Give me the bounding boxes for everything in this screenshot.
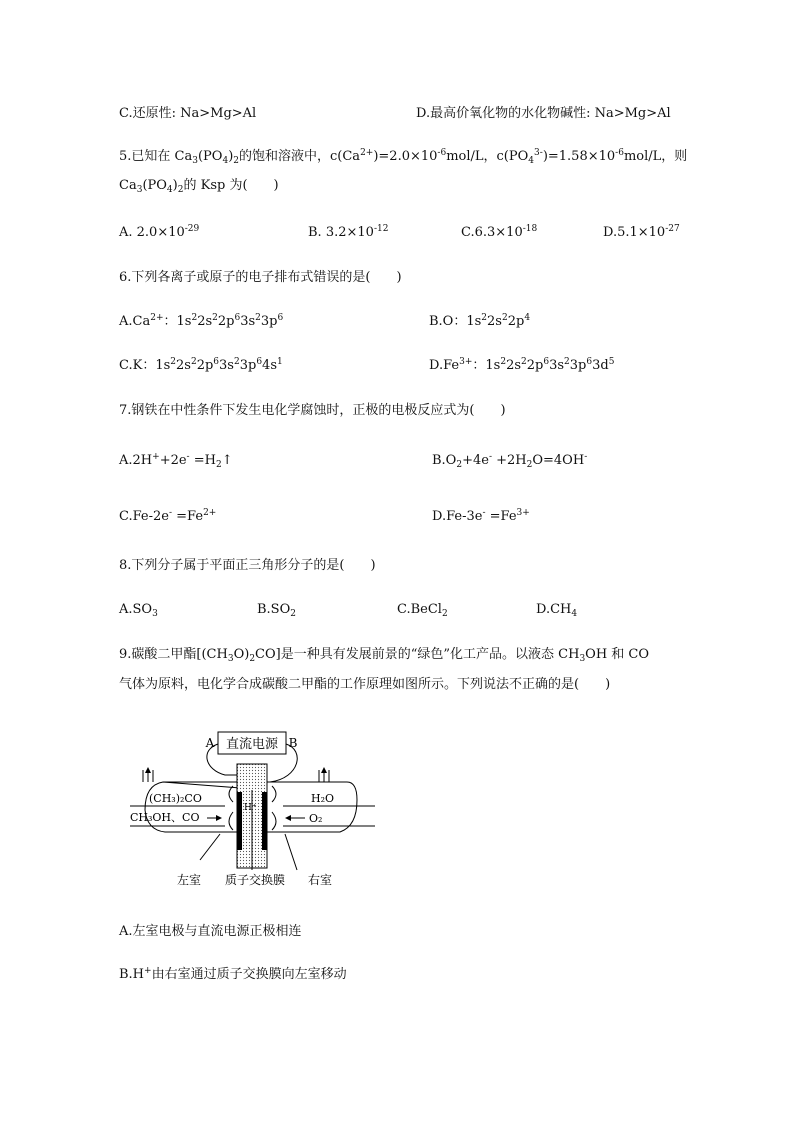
orbital: 2p xyxy=(217,314,235,329)
q6-option-b: B.O：$1s^22s^22p^4$ xyxy=(429,313,531,329)
outlet-left-label: (CH₃)₂CO xyxy=(149,792,202,805)
q8-option-d: $D.CH_4$ xyxy=(536,602,578,619)
electron-count: 2 xyxy=(190,357,197,367)
electron-count: 6 xyxy=(543,357,550,367)
electron-count: 1 xyxy=(277,357,283,367)
inlet-left-label: CH₃OH、CO xyxy=(130,811,200,824)
q7-option-a: $A.2H^++2e^- =H_2↑$ xyxy=(119,452,233,470)
electron-count: 6 xyxy=(234,313,241,323)
inlet-right-label: O₂ xyxy=(309,812,323,825)
right-electrode xyxy=(262,792,267,850)
q5-option-a: A. $2.0\times 10^{-29}$ xyxy=(119,224,200,240)
orbital: 2p xyxy=(196,358,214,373)
q6-option-c: C.K：$1s^22s^22p^63s^23p^64s^1$ xyxy=(119,357,283,373)
orbital: 2s xyxy=(506,358,522,373)
power-supply-label: 直流电源 xyxy=(225,737,279,752)
q6-option-d: $D.Fe^{3+}$：$1s^22s^22p^63s^23p^63d^5$ xyxy=(429,357,615,373)
electrolysis-cell-diagram xyxy=(125,730,385,890)
orbital: 2p xyxy=(526,358,544,373)
electron-count: 6 xyxy=(213,357,220,367)
q6-stem: 6.下列各离子或原子的电子排布式错误的是( ) xyxy=(119,270,402,285)
electron-count: 2 xyxy=(170,357,177,367)
electron-count: 4 xyxy=(524,313,531,323)
electron-count: 2 xyxy=(481,313,488,323)
left-room-label: 左室 xyxy=(176,873,202,887)
q8-option-a: $A.SO_3$ xyxy=(119,602,158,619)
electron-count: 2 xyxy=(233,357,240,367)
q9-stem-line1: 9.碳酸二甲酯$[(CH_3O)_2CO]$是一种具有发展前景的“绿色”化工产品。以液态 $CH_3OH$ 和 CO xyxy=(119,647,650,664)
q5-option-c: $C.6.3\times 10^{-18}$ xyxy=(461,224,538,240)
orbital: 3p xyxy=(569,358,587,373)
orbital: 3s xyxy=(219,358,234,373)
proton-label: H⁺ xyxy=(244,803,257,813)
q9-option-b: B.H+由右室通过质子交换膜向左室移动 xyxy=(119,966,347,982)
electron-count: 6 xyxy=(586,357,593,367)
orbital: 2s xyxy=(176,358,191,373)
electron-count: 5 xyxy=(608,357,615,367)
electron-count: 2 xyxy=(500,357,507,367)
left-electrode xyxy=(237,792,242,850)
electron-count: 2 xyxy=(564,357,570,367)
electron-count: 2 xyxy=(521,357,527,367)
terminal-a-label: A xyxy=(205,736,215,750)
outlet-arrow-left xyxy=(145,767,151,773)
orbital: 2s xyxy=(487,314,502,329)
q7-option-b: $B.O_2+4e^- +2H_2O=4OH^-$ xyxy=(432,452,588,470)
outlet-arrow-right xyxy=(321,767,327,773)
q8-option-c: C.BeCl$_2$ xyxy=(397,602,448,619)
outlet-right-label: H₂O xyxy=(311,792,335,805)
q8-stem: 8.下列分子属于平面正三角形分子的是( ) xyxy=(119,558,376,573)
orbital: 2p xyxy=(507,314,525,329)
electron-count: 2 xyxy=(255,313,261,323)
q7-option-c: $C.Fe-2e^- =Fe^{2+}$ xyxy=(119,508,217,524)
q7-option-d: $D.Fe-3e^- =Fe^{3+}$ xyxy=(432,508,530,524)
orbital: 3s xyxy=(549,358,565,373)
membrane-label: 质子交换膜 xyxy=(224,873,286,887)
terminal-b-label: B xyxy=(288,736,298,750)
electron-count: 6 xyxy=(256,357,263,367)
orbital: 3p xyxy=(260,314,278,329)
electron-count: 2 xyxy=(191,313,198,323)
q7-stem: 7.钢铁在中性条件下发生电化学腐蚀时，正极的电极反应式为( ) xyxy=(119,403,506,418)
q5-option-b: B. $3.2\times 10^{-12}$ xyxy=(308,224,389,240)
q5-stem-line1: 5.已知在 $Ca_3(PO_4)_2$的饱和溶液中，$c(Ca^{2+})=2.0\times 10^{-6}mol/L$，$c(PO_4^{3-})=1.58\times 10^{-6}mol/L$，则 xyxy=(119,148,688,166)
orbital: 4s xyxy=(262,358,277,373)
q4-option-d: D.最高价氧化物的水化物碱性: Na>Mg>Al xyxy=(416,106,671,121)
orbital: 2s xyxy=(197,314,213,329)
electron-count: 2 xyxy=(212,313,218,323)
q5-option-d: $D.5.1\times 10^{-27}$ xyxy=(603,224,680,240)
electron-count: 6 xyxy=(277,313,284,323)
q5-stem-line2: $Ca_3(PO_4)_2$的 Ksp 为( ) xyxy=(119,178,279,195)
orbital: 3p xyxy=(239,358,257,373)
orbital: 3s xyxy=(240,314,256,329)
right-room-label: 右室 xyxy=(307,873,333,887)
q8-option-b: $B.SO_2$ xyxy=(257,602,296,619)
electron-count: 2 xyxy=(501,313,508,323)
q9-option-a: A.左室电极与直流电源正极相连 xyxy=(119,924,302,939)
q9-stem-line2: 气体为原料，电化学合成碳酸二甲酯的工作原理如图所示。下列说法不正确的是( ) xyxy=(119,677,611,692)
q4-option-c: C.还原性: Na>Mg>Al xyxy=(119,106,257,121)
orbital: 3d xyxy=(592,358,609,373)
q6-option-a: $A.Ca^{2+}$：$1s^22s^22p^63s^23p^6$ xyxy=(119,313,284,329)
